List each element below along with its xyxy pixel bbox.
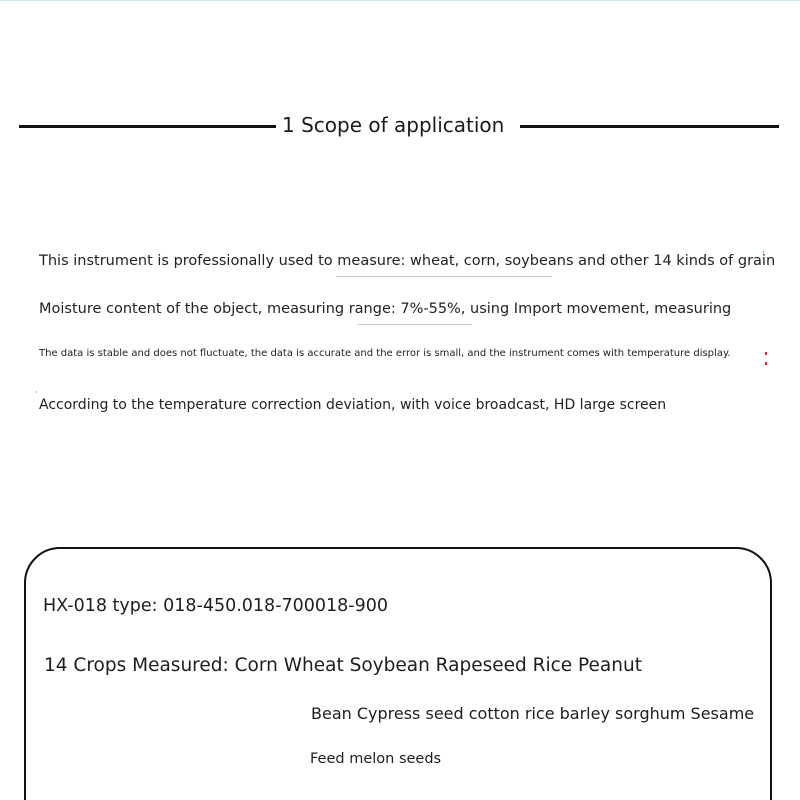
section-heading: 1 Scope of application [282,113,505,137]
crops-continued-line: Bean Cypress seed cotton rice barley sorghum Sesame [311,704,755,723]
crops-measured-line: 14 Crops Measured: Corn Wheat Soybean Rapeseed Rice Peanut [44,655,642,676]
heading-rule-right [520,125,779,128]
red-marker [763,251,764,253]
crops-continued-line: Feed melon seeds [310,751,442,767]
top-divider [0,0,800,1]
heading-rule-left [19,125,276,128]
model-type-line: HX-018 type: 018-450.018-700018-900 [43,596,389,616]
red-marker [765,362,767,365]
red-marker [765,352,767,355]
red-marker [36,391,37,393]
underline-accent [358,324,472,325]
paragraph-grain-types: This instrument is professionally used to measure: wheat, corn, soybeans and other 14 kinds of grain [39,253,776,269]
paragraph-temperature-correction: According to the temperature correction deviation, with voice broadcast, HD large screen [39,397,667,413]
paragraph-accuracy: The data is stable and does not fluctuate, the data is accurate and the error is small, and the instrument comes with temperature display. [39,348,731,359]
underline-accent [336,276,552,277]
paragraph-measuring-range: Moisture content of the object, measuring range: 7%-55%, using Import movement, measuring [39,301,732,317]
